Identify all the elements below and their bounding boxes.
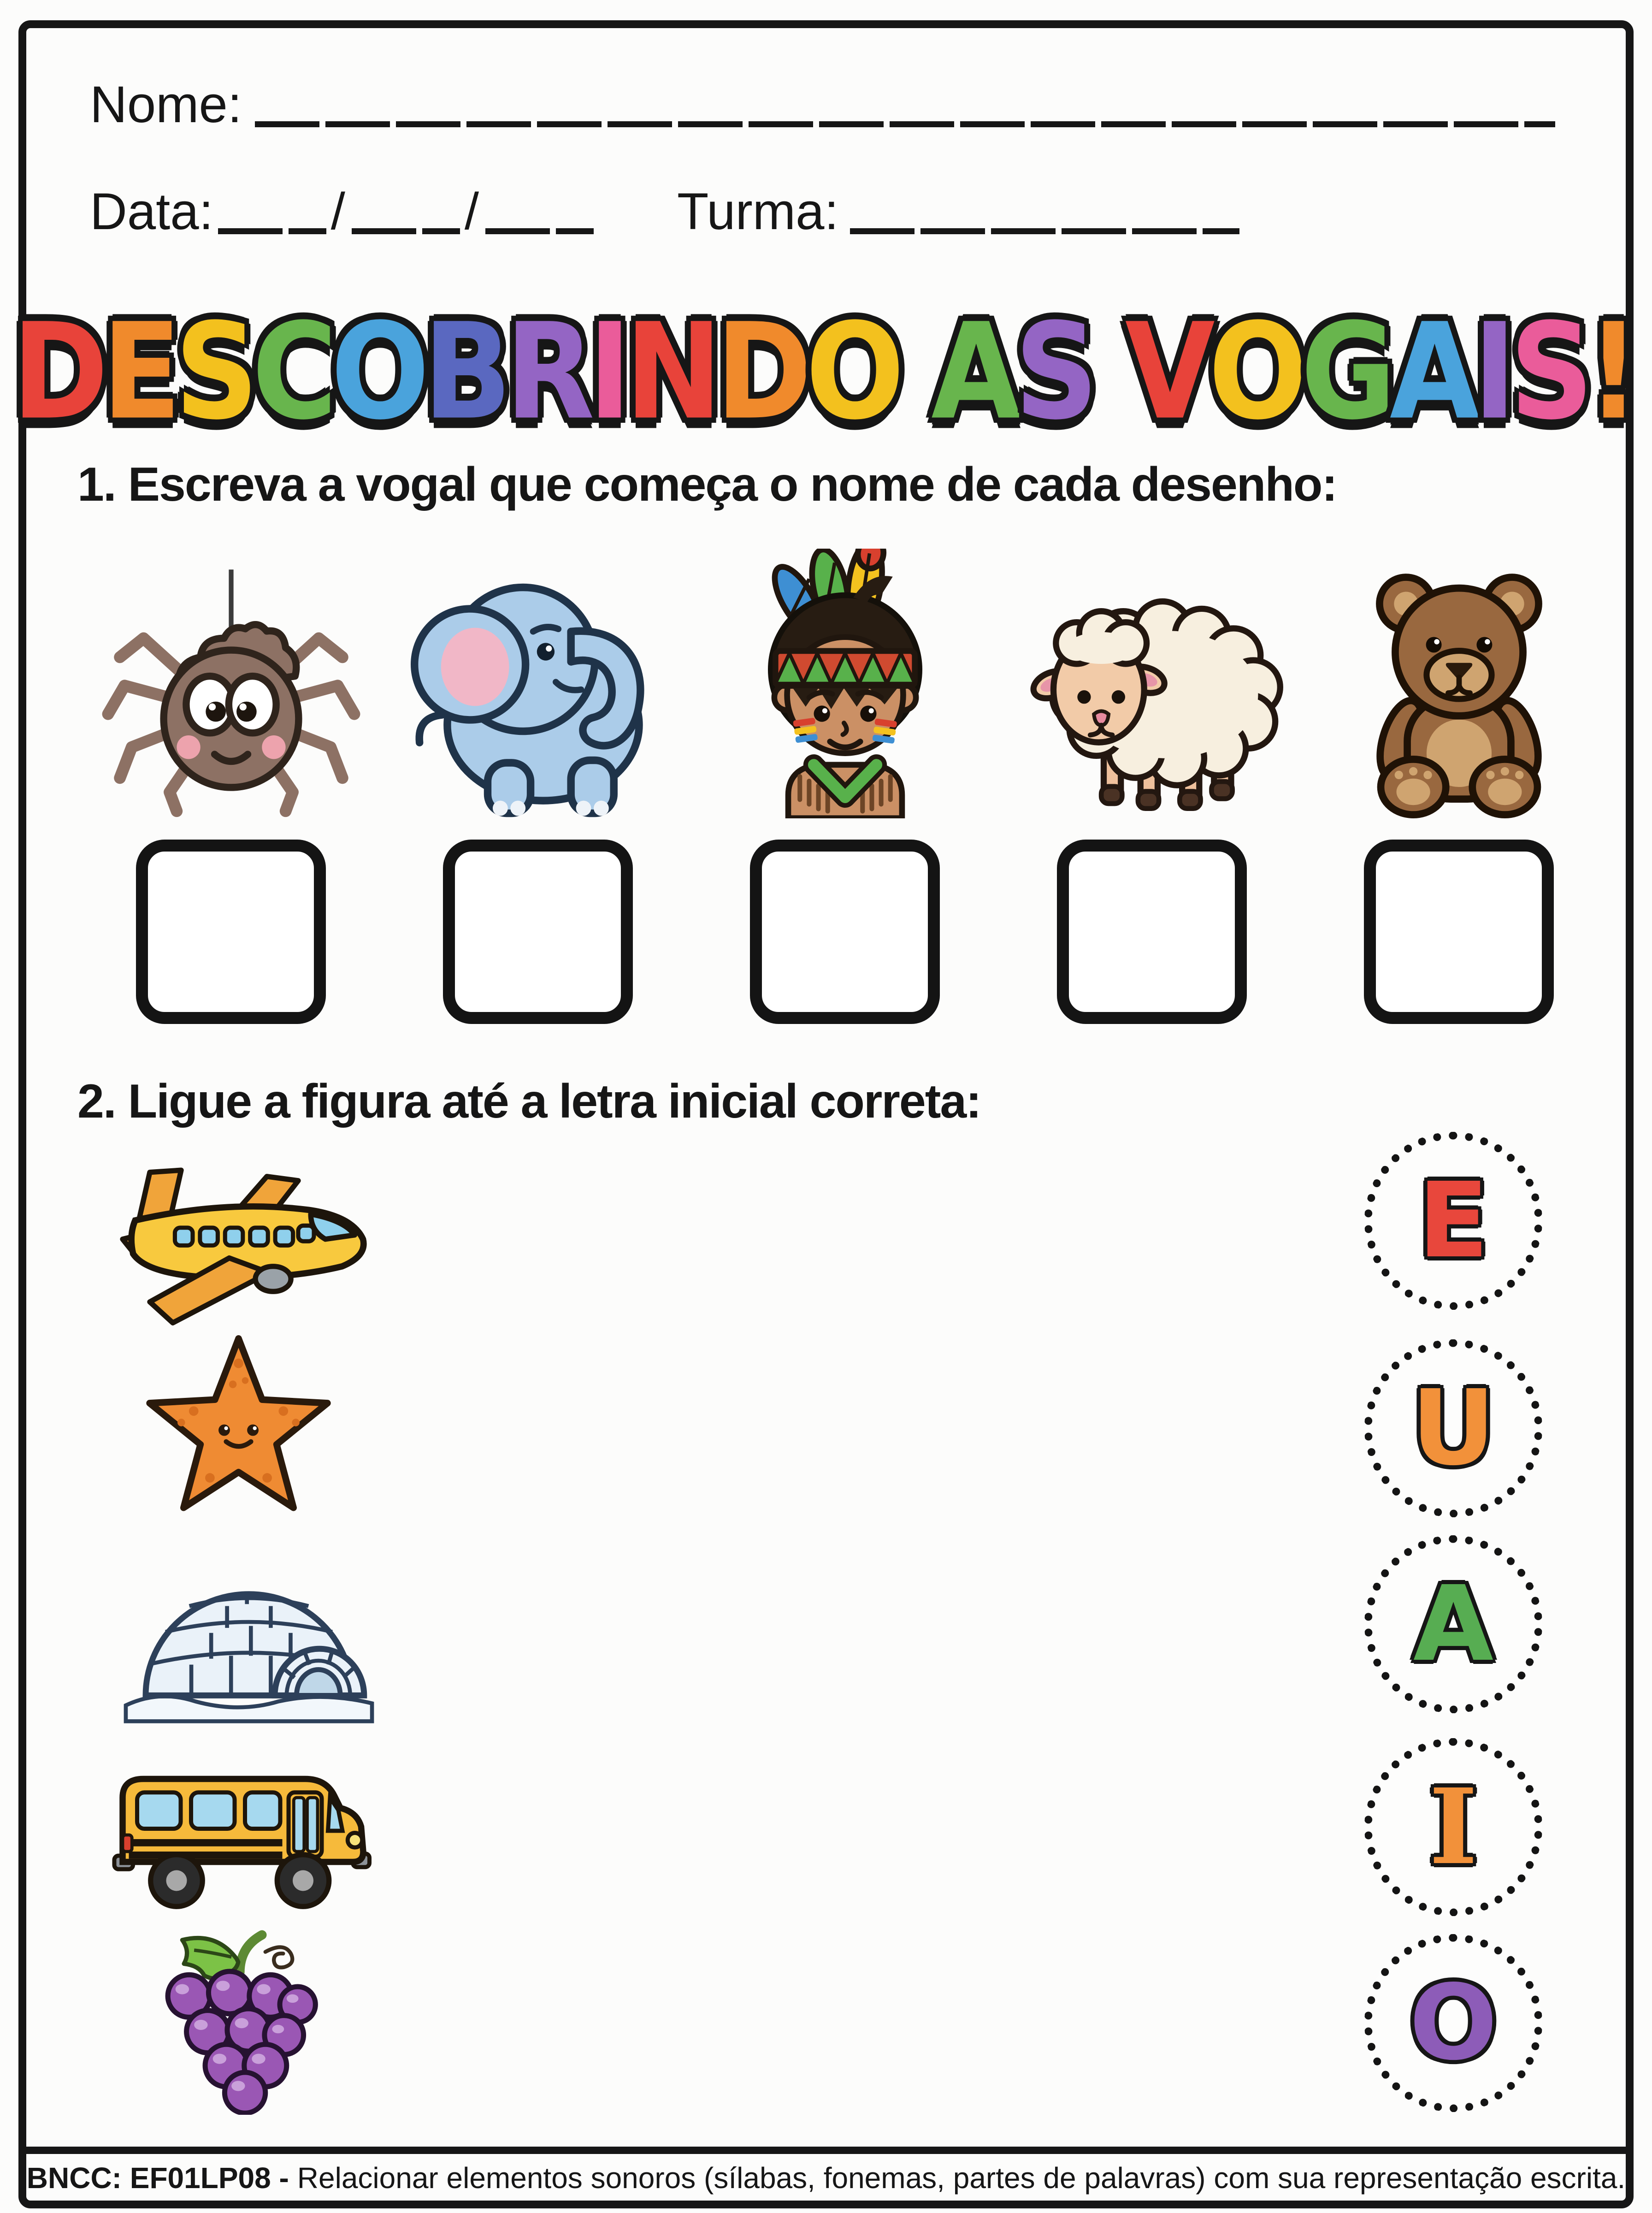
answer-box-2 bbox=[443, 840, 633, 1024]
spider-icon bbox=[101, 567, 361, 818]
grapes-icon bbox=[157, 1918, 318, 2115]
answer-box-5 bbox=[1364, 840, 1554, 1024]
title-letter: A bbox=[931, 295, 1021, 450]
name-line bbox=[255, 121, 1555, 127]
teddy-bear-illustration bbox=[1339, 553, 1580, 818]
answer-box-3 bbox=[750, 840, 940, 1024]
title-letter: I bbox=[1473, 295, 1516, 450]
vowel-circle-u bbox=[1364, 1339, 1542, 1517]
title-letter: R bbox=[505, 295, 595, 450]
date-slash-icon: / bbox=[464, 183, 479, 240]
indigenous-boy-illustration bbox=[723, 553, 967, 818]
section2-heading: 2. Ligue a figura até a letra inicial correta: bbox=[77, 1075, 981, 1128]
title-letter: E bbox=[102, 295, 182, 450]
igloo-icon bbox=[120, 1544, 378, 1725]
worksheet-title bbox=[12, 295, 1640, 450]
title-letter: C bbox=[252, 295, 337, 450]
vowel-circle-a bbox=[1364, 1535, 1542, 1713]
vowel-letter: I bbox=[1429, 1766, 1478, 1888]
title-letter: ! bbox=[1587, 295, 1640, 450]
vowel-letter: O bbox=[1409, 1962, 1498, 2083]
footer-divider bbox=[26, 2147, 1626, 2154]
elephant-illustration bbox=[387, 553, 690, 818]
vowel-circle-o bbox=[1364, 1934, 1542, 2112]
name-label: Nome: bbox=[90, 76, 242, 133]
airplane-icon bbox=[104, 1162, 376, 1342]
footer-bncc-code: BNCC: EF01LP08 - bbox=[26, 2161, 289, 2195]
title-letter: G bbox=[1300, 295, 1396, 450]
school-bus-illustration bbox=[106, 1744, 376, 1922]
title-letter: O bbox=[1208, 295, 1307, 450]
vowel-letter: A bbox=[1413, 1563, 1494, 1685]
class-line bbox=[850, 228, 1239, 234]
starfish-icon bbox=[138, 1335, 339, 1526]
teddy-bear-icon bbox=[1339, 556, 1580, 818]
vowel-circle-i bbox=[1364, 1738, 1542, 1916]
vowel-letter: U bbox=[1411, 1367, 1496, 1489]
date-year-line bbox=[485, 228, 594, 234]
title-letter: V bbox=[1125, 295, 1215, 450]
date-label: Data: bbox=[90, 183, 213, 240]
date-slash-icon: / bbox=[330, 183, 345, 240]
section1-item-spider bbox=[77, 553, 384, 1024]
footer bbox=[26, 2154, 1626, 2202]
section1-item-elephant bbox=[384, 553, 691, 1024]
airplane-illustration bbox=[104, 1162, 376, 1342]
school-bus-icon bbox=[106, 1744, 376, 1922]
date-day-line bbox=[218, 228, 326, 234]
grapes-illustration bbox=[157, 1918, 318, 2115]
title-letter: B bbox=[423, 295, 512, 450]
section1-row bbox=[77, 553, 1612, 1024]
spider-illustration bbox=[101, 553, 361, 818]
class-label: Turma: bbox=[677, 183, 839, 240]
title-letter: A bbox=[1389, 295, 1480, 450]
title-letter: S bbox=[175, 295, 259, 450]
answer-box-4 bbox=[1057, 840, 1247, 1024]
sheep-icon bbox=[1008, 567, 1296, 818]
title-letter: D bbox=[715, 295, 812, 450]
vowel-circle-e bbox=[1364, 1132, 1542, 1310]
title-letter: S bbox=[1510, 295, 1594, 450]
title-letter: I bbox=[588, 295, 631, 450]
name-row bbox=[90, 77, 1555, 132]
answer-box-1 bbox=[136, 840, 326, 1024]
footer-description: Relacionar elementos sonoros (sílabas, fonemas, partes de palavras) com sua representação escrita. bbox=[297, 2161, 1626, 2195]
title-letter: O bbox=[330, 295, 430, 450]
section1-heading: 1. Escreva a vogal que começa o nome de cada desenho: bbox=[77, 458, 1337, 511]
elephant-icon bbox=[387, 553, 690, 818]
date-month-line bbox=[352, 228, 460, 234]
section1-item-indigenous-boy bbox=[691, 553, 998, 1024]
section1-item-sheep bbox=[998, 553, 1305, 1024]
date-class-row bbox=[90, 184, 1555, 239]
section1-item-teddy-bear bbox=[1305, 553, 1612, 1024]
vowel-letter: E bbox=[1418, 1160, 1489, 1281]
title-letter: D bbox=[12, 295, 109, 450]
title-letter: S bbox=[1015, 295, 1098, 450]
starfish-illustration bbox=[138, 1335, 339, 1526]
sheep-illustration bbox=[1008, 553, 1296, 818]
page-title bbox=[0, 295, 1652, 450]
title-letter: O bbox=[805, 295, 905, 450]
igloo-illustration bbox=[120, 1544, 378, 1725]
title-letter: N bbox=[625, 295, 722, 450]
indigenous-boy-icon bbox=[723, 549, 967, 818]
